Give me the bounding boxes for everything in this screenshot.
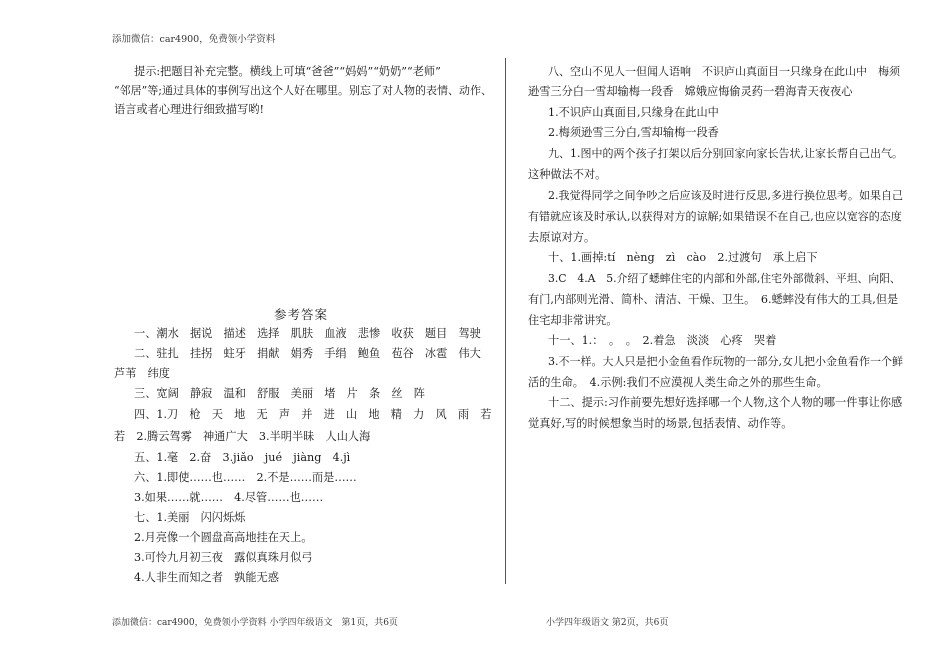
footer-right: 小学四年级语文 第2页，共6页 [546,618,669,628]
answer-line: 有门,内部则光滑、简朴、清洁、干燥、卫生。 6.蟋蟀没有伟大的工具,但是 [528,293,899,306]
answer-title: 参考答案 [274,307,329,322]
answer-line: 去原谅对方。 [528,231,596,244]
answer-line: 五、1.毫 2.奋 3.jiǎo jué jiàng 4.jì [134,451,351,464]
answer-line: 觉真好,写的时候想象当时的场景,包括表情、动作等。 [528,417,793,430]
answer-line: 二、驻扎 挂拐 蛀牙 捐献 娟秀 手绢 鲍鱼 苞谷 冰雹 伟大 [134,347,481,360]
hint-line: 语言或者心理进行细致描写哟! [114,103,264,116]
column-divider [505,58,506,584]
footer-left: 添加微信：car4900，免费领小学资料 小学四年级语文 第1页，共6页 [112,618,398,628]
answer-line: 七、1.美丽 闪闪烁烁 [134,511,246,524]
answer-line: 3.可怜九月初三夜 露似真珠月似弓 [134,551,313,564]
answer-line: 一、潮水 据说 描述 选择 肌肤 血液 悲惨 收获 题目 驾驶 [134,327,481,340]
header-text: 添加微信：car4900，免费领小学资料 [112,34,276,45]
answer-line: 3.如果……就…… 4.尽管……也…… [134,491,324,504]
answer-line: 活的生命。 4.示例:我们不应漠视人类生命之外的那些生命。 [528,376,828,389]
answer-line: 六、1.即使……也…… 2.不是……而是…… [134,471,357,484]
answer-line: 2.月亮像一个圆盘高高地挂在天上。 [134,531,313,544]
answer-line: 3.不一样。大人只是把小金鱼看作玩物的一部分,女儿把小金鱼看作一个鲜 [548,355,903,368]
answer-line: 3.C 4.A 5.介绍了蟋蟀住宅的内部和外部,住宅外部微斜、平坦、向阳、 [548,272,901,285]
answer-line: 十、1.画掉:tí nèng zì càо 2.过渡句 承上启下 [548,251,818,264]
answer-line: 2.我觉得同学之间争吵之后应该及时进行反思,多进行换位思考。如果自己 [548,189,903,202]
answer-line: 三、宽阔 静寂 温和 舒服 美丽 堵 片 条 丝 阵 [134,387,425,400]
answer-line: 逊雪三分白一雪却输梅一段香 嫦娥应悔偷灵药一碧海青天夜夜心 [528,85,853,98]
answer-line: 4.人非生而知之者 孰能无惑 [134,571,279,584]
answer-line: 四、1.刀 枪 天 地 无 声 并 进 山 地 精 力 风 雨 若 [134,408,492,421]
answer-line: 十二、提示:习作前要先想好选择哪一个人物,这个人物的哪一件事让你感 [548,396,903,409]
answer-line: 九、1.图中的两个孩子打架以后分别回家向家长告状,让家长帮自己出气。 [548,147,903,160]
answer-line: 八、空山不见人一但闻人语响 不识庐山真面目一只缘身在此山中 梅须 [548,65,900,78]
answer-line: 住宅却非常讲究。 [528,314,618,327]
answer-line: 2.梅须逊雪三分白,雪却输梅一段香 [548,126,719,139]
answer-line: 十一、1.： 。 。 2.着急 淡淡 心疼 哭着 [548,334,777,347]
answer-line: 有错就应该及时承认,以获得对方的谅解;如果错误不在自己,也应以宽容的态度 [528,210,902,223]
hint-line: “邻居”等;通过具体的事例写出这个人好在哪里。别忘了对人物的表情、动作、 [114,84,492,97]
answer-line: 若 2.腾云驾雾 神通广大 3.半明半昧 人山人海 [114,430,371,443]
answer-line: 芦苇 纬度 [114,367,170,380]
answer-line: 1.不识庐山真面目,只缘身在此山中 [548,106,719,119]
answer-line: 这种做法不对。 [528,168,607,181]
hint-line: 提示:把题目补充完整。横线上可填“爸爸”“妈妈”“奶奶”“老师” [134,65,441,78]
